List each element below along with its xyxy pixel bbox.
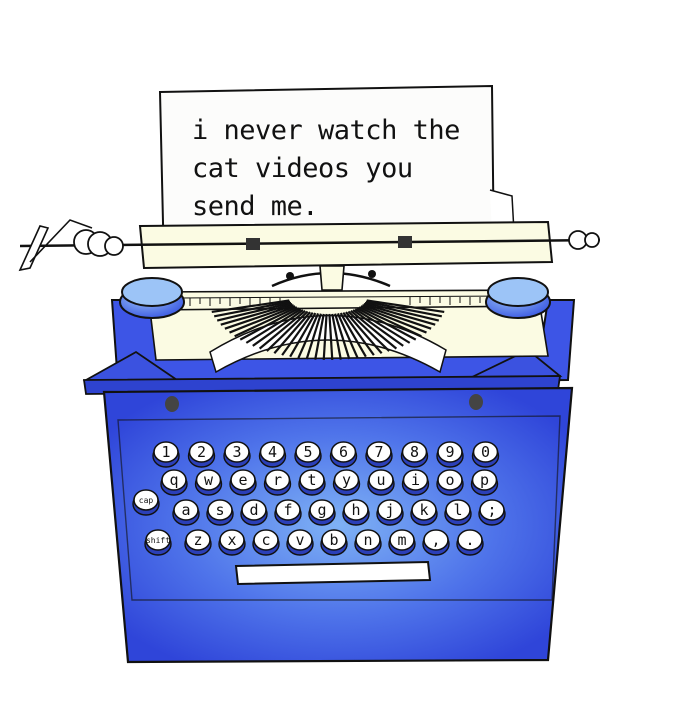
- typed-line-3: send me.: [192, 191, 319, 222]
- key-label: y: [341, 471, 352, 489]
- key-label: cap: [138, 496, 154, 505]
- key-label: f: [283, 501, 293, 519]
- right-ribbon-spool: [486, 278, 550, 318]
- key-label: 9: [445, 443, 455, 461]
- key-label: c: [261, 531, 271, 549]
- key-33[interactable]: [287, 530, 313, 555]
- key-12[interactable]: [230, 470, 256, 495]
- key-6[interactable]: [366, 442, 392, 467]
- key-22[interactable]: [241, 500, 267, 525]
- key-13[interactable]: [265, 470, 291, 495]
- key-label: 4: [267, 443, 278, 461]
- key-5[interactable]: [331, 442, 357, 467]
- key-label: g: [317, 501, 327, 519]
- typed-message: [192, 112, 492, 226]
- key-label: m: [397, 531, 407, 549]
- key-21[interactable]: [207, 500, 233, 525]
- key-label: w: [203, 471, 214, 489]
- key-label: 1: [161, 443, 171, 461]
- key-30[interactable]: [185, 530, 211, 555]
- key-11[interactable]: [196, 470, 222, 495]
- key-25[interactable]: [343, 500, 369, 525]
- key-0[interactable]: [153, 442, 179, 467]
- key-label: u: [376, 471, 386, 489]
- key-label: ;: [487, 501, 497, 519]
- key-label: z: [193, 531, 203, 549]
- key-24[interactable]: [309, 500, 335, 525]
- key-label: b: [329, 531, 339, 549]
- key-19[interactable]: [472, 470, 498, 495]
- key-37[interactable]: [423, 530, 449, 555]
- key-label: 8: [409, 443, 420, 461]
- typed-line-2: cat videos you: [192, 153, 413, 184]
- key-label: e: [238, 471, 248, 489]
- key-20[interactable]: [173, 500, 199, 525]
- key-label: d: [249, 501, 259, 519]
- key-23[interactable]: [275, 500, 301, 525]
- key-36[interactable]: [389, 530, 415, 555]
- key-label: ,: [431, 531, 441, 549]
- caps-key[interactable]: [133, 490, 159, 515]
- key-label: h: [351, 501, 361, 519]
- left-ribbon-spool: [120, 278, 184, 318]
- key-label: 2: [196, 443, 207, 461]
- key-label: o: [445, 471, 455, 489]
- key-32[interactable]: [253, 530, 279, 555]
- key-38[interactable]: [457, 530, 483, 555]
- key-label: n: [363, 531, 373, 549]
- key-label: 5: [303, 443, 313, 461]
- key-2[interactable]: [224, 442, 250, 467]
- key-label: 3: [232, 443, 242, 461]
- typewriter-body: [84, 300, 574, 662]
- typed-line-1: i never watch the: [192, 115, 460, 146]
- key-14[interactable]: [299, 470, 325, 495]
- shift-key[interactable]: [145, 530, 171, 555]
- key-label: t: [307, 471, 317, 489]
- key-label: 6: [338, 443, 349, 461]
- key-3[interactable]: [260, 442, 286, 467]
- key-35[interactable]: [355, 530, 381, 555]
- key-label: p: [479, 471, 490, 489]
- key-label: q: [169, 471, 179, 489]
- key-26[interactable]: [377, 500, 403, 525]
- key-34[interactable]: [321, 530, 347, 555]
- key-label: l: [453, 501, 463, 519]
- key-28[interactable]: [445, 500, 471, 525]
- key-label: r: [272, 471, 283, 489]
- key-label: x: [227, 531, 237, 549]
- key-1[interactable]: [189, 442, 215, 467]
- key-label: k: [419, 501, 429, 519]
- space-bar[interactable]: [236, 562, 430, 584]
- key-4[interactable]: [295, 442, 321, 467]
- key-17[interactable]: [403, 470, 429, 495]
- key-27[interactable]: [411, 500, 437, 525]
- key-18[interactable]: [437, 470, 463, 495]
- key-16[interactable]: [368, 470, 394, 495]
- key-label: v: [295, 531, 305, 549]
- key-label: j: [385, 501, 395, 519]
- key-label: 7: [374, 443, 384, 461]
- key-label: a: [181, 501, 191, 519]
- key-9[interactable]: [473, 442, 499, 467]
- key-15[interactable]: [334, 470, 360, 495]
- key-29[interactable]: [479, 500, 505, 525]
- right-platen-knob: [569, 231, 599, 249]
- key-label: .: [465, 531, 475, 549]
- key-label: s: [215, 501, 225, 519]
- key-label: 0: [480, 443, 491, 461]
- key-31[interactable]: [219, 530, 245, 555]
- key-7[interactable]: [402, 442, 428, 467]
- key-label: i: [410, 471, 421, 489]
- key-label: shift: [145, 536, 171, 545]
- key-10[interactable]: [161, 470, 187, 495]
- key-8[interactable]: [437, 442, 463, 467]
